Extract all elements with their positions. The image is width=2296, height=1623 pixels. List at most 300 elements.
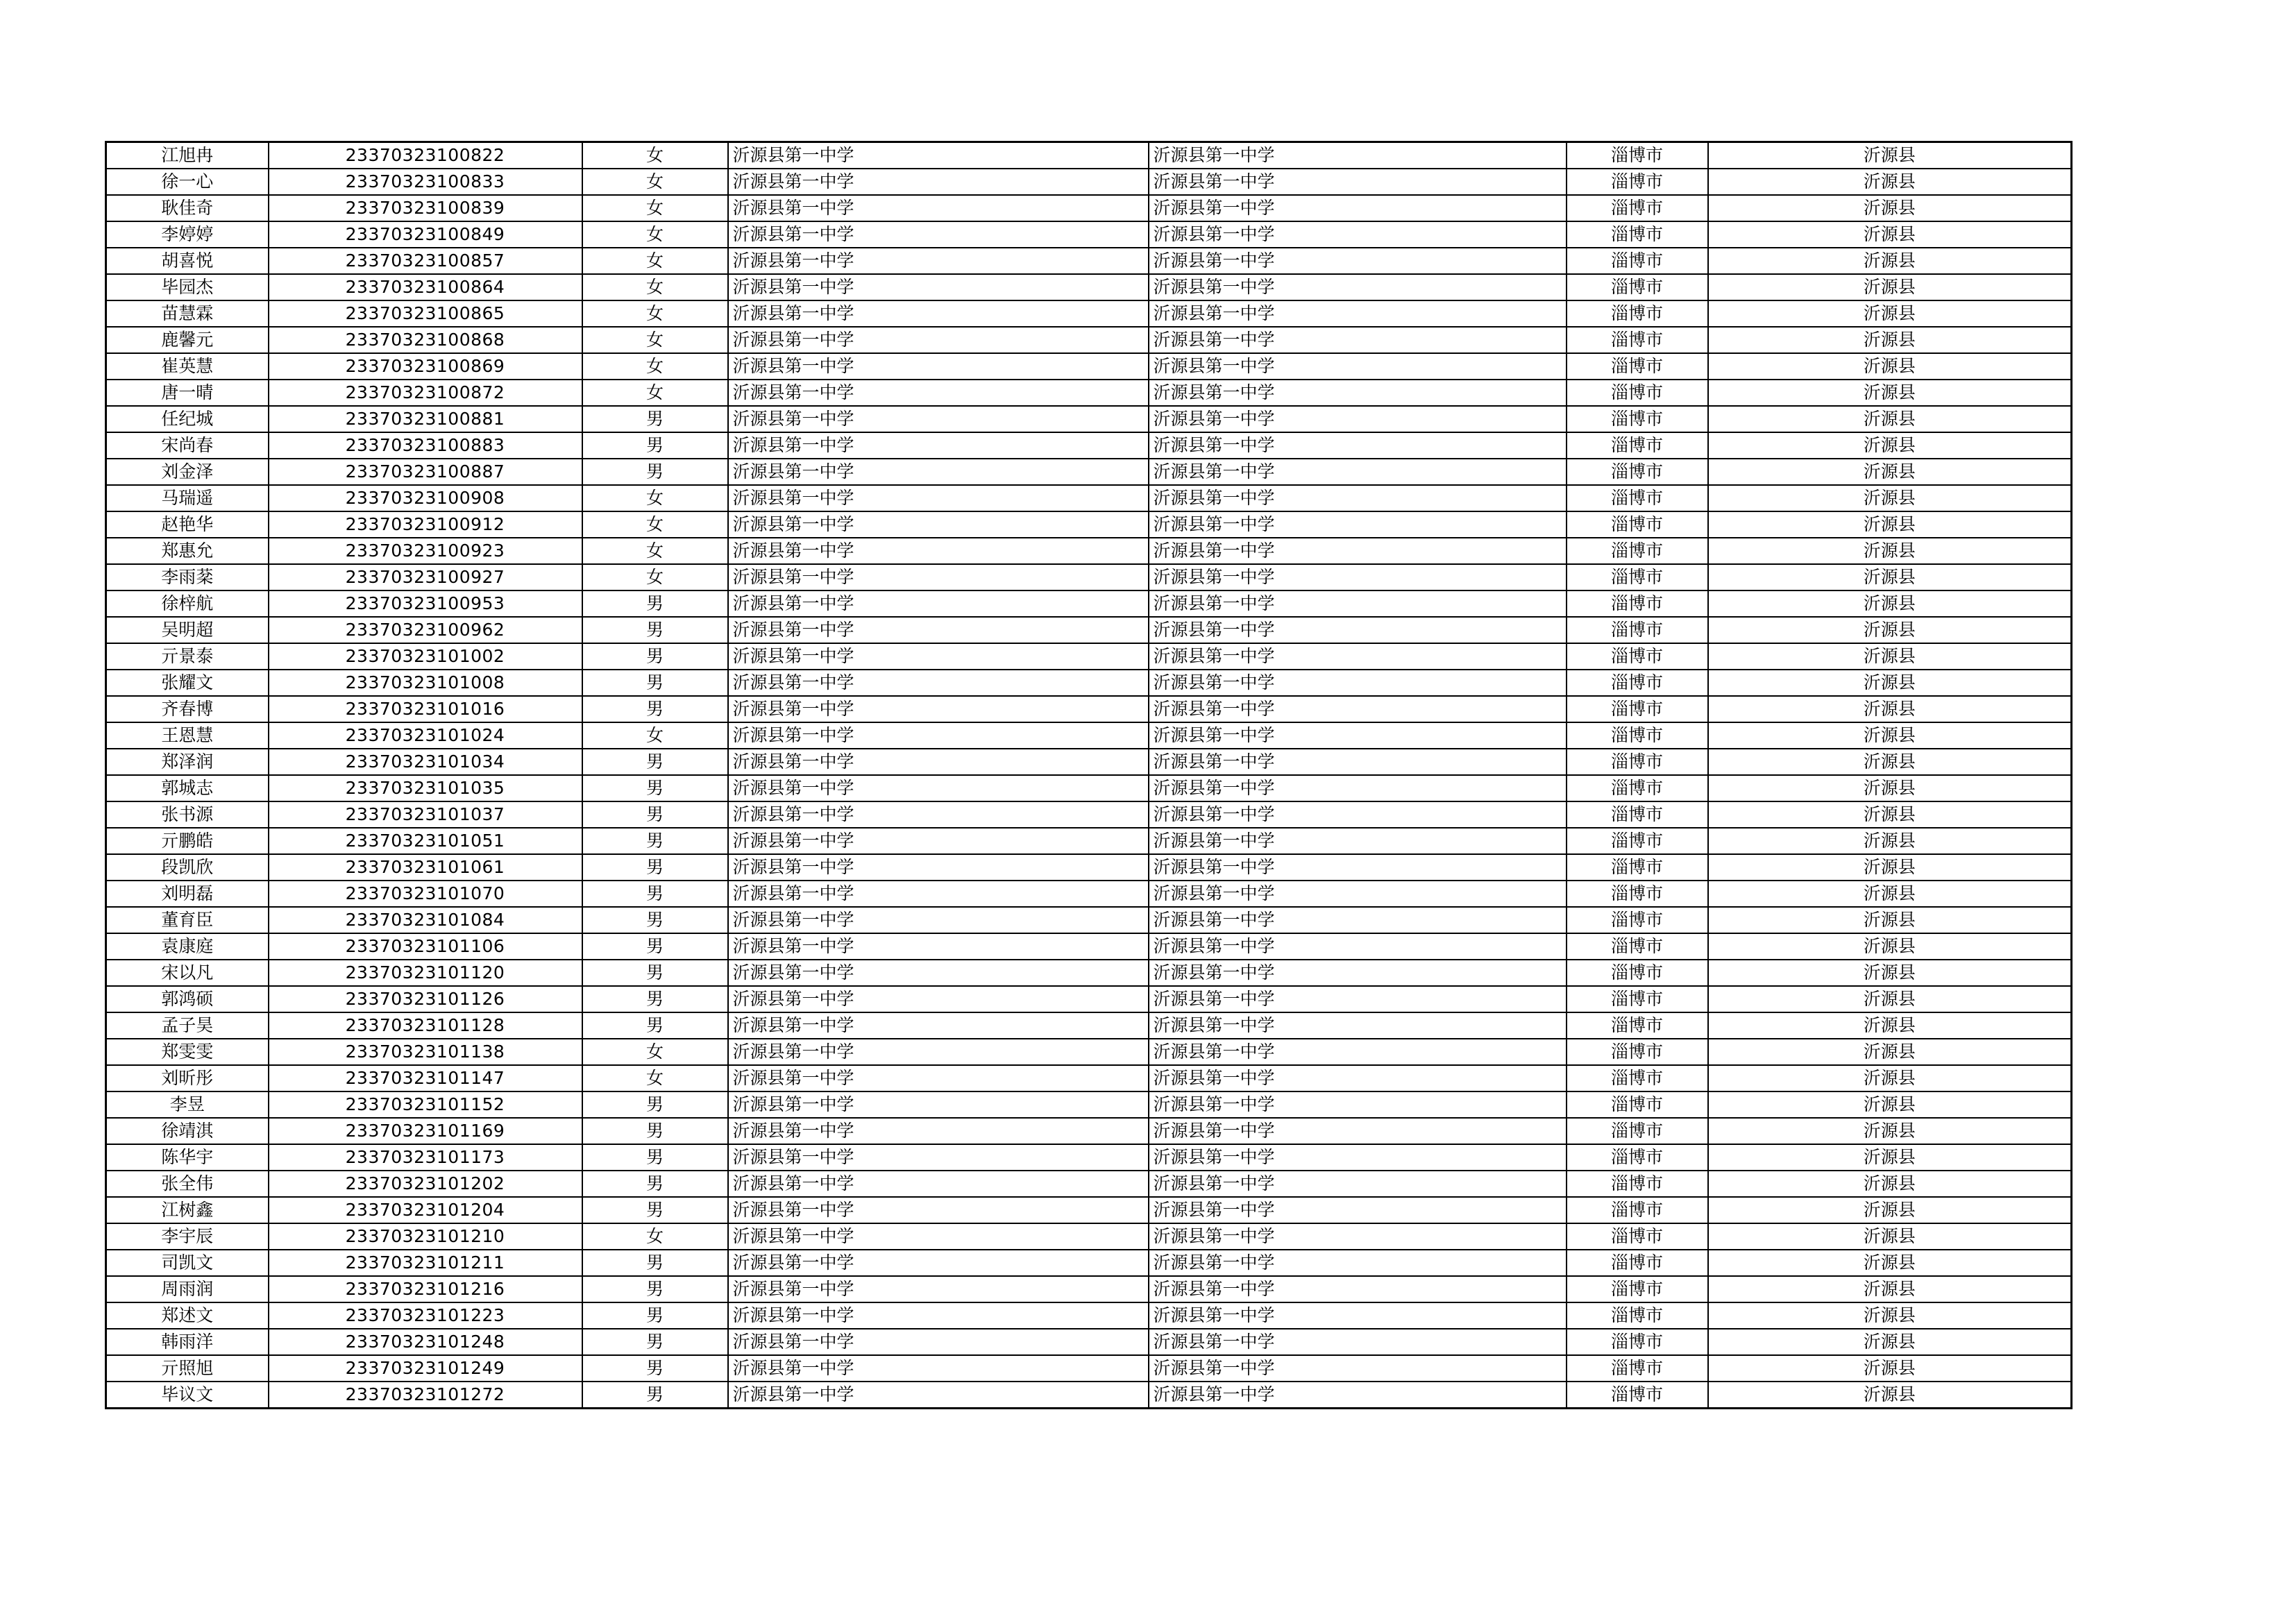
- gender-cell: 男: [582, 432, 728, 459]
- school-cell: 沂源县第一中学: [728, 1302, 1149, 1329]
- exam-id-cell: 23370323100962: [269, 617, 582, 643]
- school-cell: 沂源县第一中学: [728, 1250, 1149, 1276]
- exam-id-cell: 23370323101216: [269, 1276, 582, 1302]
- city-cell: 淄博市: [1567, 1039, 1708, 1065]
- gender-cell: 女: [582, 195, 728, 221]
- city-cell: 淄博市: [1567, 775, 1708, 801]
- county-cell: 沂源县: [1708, 459, 2072, 485]
- school-cell: 沂源县第一中学: [728, 670, 1149, 696]
- exam-id-cell: 23370323101211: [269, 1250, 582, 1276]
- student-roster-table: [105, 141, 2073, 1409]
- table-row: [106, 1171, 2072, 1197]
- exam-school-cell: 沂源县第一中学: [1149, 1039, 1567, 1065]
- table-row: [106, 854, 2072, 881]
- exam-school-cell: 沂源县第一中学: [1149, 881, 1567, 907]
- county-cell: 沂源县: [1708, 1302, 2072, 1329]
- county-cell: 沂源县: [1708, 722, 2072, 749]
- gender-cell: 女: [582, 1039, 728, 1065]
- student-name-cell: 徐一心: [106, 169, 269, 195]
- gender-cell: 男: [582, 881, 728, 907]
- table-row: [106, 617, 2072, 643]
- gender-cell: 女: [582, 248, 728, 274]
- exam-id-cell: 23370323101120: [269, 960, 582, 986]
- exam-id-cell: 23370323101084: [269, 907, 582, 933]
- school-cell: 沂源县第一中学: [728, 511, 1149, 538]
- school-cell: 沂源县第一中学: [728, 1382, 1149, 1409]
- exam-school-cell: 沂源县第一中学: [1149, 380, 1567, 406]
- school-cell: 沂源县第一中学: [728, 828, 1149, 854]
- school-cell: 沂源县第一中学: [728, 538, 1149, 564]
- exam-school-cell: 沂源县第一中学: [1149, 538, 1567, 564]
- exam-school-cell: 沂源县第一中学: [1149, 1329, 1567, 1355]
- school-cell: 沂源县第一中学: [728, 485, 1149, 511]
- exam-school-cell: 沂源县第一中学: [1149, 300, 1567, 327]
- student-name-cell: 王恩慧: [106, 722, 269, 749]
- table-row: [106, 432, 2072, 459]
- county-cell: 沂源县: [1708, 538, 2072, 564]
- school-cell: 沂源县第一中学: [728, 380, 1149, 406]
- gender-cell: 男: [582, 1144, 728, 1171]
- gender-cell: 男: [582, 643, 728, 670]
- student-name-cell: 亓景泰: [106, 643, 269, 670]
- city-cell: 淄博市: [1567, 406, 1708, 432]
- student-name-cell: 刘金泽: [106, 459, 269, 485]
- exam-id-cell: 23370323101024: [269, 722, 582, 749]
- city-cell: 淄博市: [1567, 986, 1708, 1012]
- city-cell: 淄博市: [1567, 274, 1708, 300]
- exam-school-cell: 沂源县第一中学: [1149, 195, 1567, 221]
- table-row: [106, 590, 2072, 617]
- school-cell: 沂源县第一中学: [728, 195, 1149, 221]
- county-cell: 沂源县: [1708, 142, 2072, 169]
- school-cell: 沂源县第一中学: [728, 432, 1149, 459]
- student-name-cell: 宋以凡: [106, 960, 269, 986]
- county-cell: 沂源县: [1708, 1039, 2072, 1065]
- student-name-cell: 任纪城: [106, 406, 269, 432]
- city-cell: 淄博市: [1567, 1091, 1708, 1118]
- school-cell: 沂源县第一中学: [728, 1355, 1149, 1382]
- gender-cell: 男: [582, 749, 728, 775]
- county-cell: 沂源县: [1708, 195, 2072, 221]
- county-cell: 沂源县: [1708, 485, 2072, 511]
- county-cell: 沂源县: [1708, 933, 2072, 960]
- city-cell: 淄博市: [1567, 854, 1708, 881]
- exam-id-cell: 23370323100881: [269, 406, 582, 432]
- student-name-cell: 唐一晴: [106, 380, 269, 406]
- gender-cell: 男: [582, 828, 728, 854]
- exam-id-cell: 23370323100883: [269, 432, 582, 459]
- gender-cell: 男: [582, 960, 728, 986]
- exam-id-cell: 23370323100868: [269, 327, 582, 353]
- student-name-cell: 亓鹏皓: [106, 828, 269, 854]
- school-cell: 沂源县第一中学: [728, 722, 1149, 749]
- county-cell: 沂源县: [1708, 1223, 2072, 1250]
- exam-school-cell: 沂源县第一中学: [1149, 749, 1567, 775]
- exam-id-cell: 23370323100869: [269, 353, 582, 380]
- exam-school-cell: 沂源县第一中学: [1149, 1091, 1567, 1118]
- school-cell: 沂源县第一中学: [728, 459, 1149, 485]
- city-cell: 淄博市: [1567, 907, 1708, 933]
- city-cell: 淄博市: [1567, 485, 1708, 511]
- gender-cell: 男: [582, 1197, 728, 1223]
- school-cell: 沂源县第一中学: [728, 881, 1149, 907]
- school-cell: 沂源县第一中学: [728, 854, 1149, 881]
- student-name-cell: 吴明超: [106, 617, 269, 643]
- school-cell: 沂源县第一中学: [728, 1276, 1149, 1302]
- table-row: [106, 1065, 2072, 1091]
- table-row: [106, 828, 2072, 854]
- city-cell: 淄博市: [1567, 590, 1708, 617]
- gender-cell: 男: [582, 1276, 728, 1302]
- gender-cell: 男: [582, 406, 728, 432]
- exam-id-cell: 23370323100822: [269, 142, 582, 169]
- gender-cell: 女: [582, 380, 728, 406]
- exam-school-cell: 沂源县第一中学: [1149, 643, 1567, 670]
- city-cell: 淄博市: [1567, 933, 1708, 960]
- student-name-cell: 马瑞遥: [106, 485, 269, 511]
- student-name-cell: 郑泽润: [106, 749, 269, 775]
- table-row: [106, 775, 2072, 801]
- student-name-cell: 宋尚春: [106, 432, 269, 459]
- exam-school-cell: 沂源县第一中学: [1149, 511, 1567, 538]
- school-cell: 沂源县第一中学: [728, 960, 1149, 986]
- county-cell: 沂源县: [1708, 1250, 2072, 1276]
- county-cell: 沂源县: [1708, 696, 2072, 722]
- exam-school-cell: 沂源县第一中学: [1149, 1144, 1567, 1171]
- student-name-cell: 韩雨洋: [106, 1329, 269, 1355]
- school-cell: 沂源县第一中学: [728, 169, 1149, 195]
- student-name-cell: 司凯文: [106, 1250, 269, 1276]
- exam-id-cell: 23370323101202: [269, 1171, 582, 1197]
- county-cell: 沂源县: [1708, 1012, 2072, 1039]
- table-row: [106, 485, 2072, 511]
- county-cell: 沂源县: [1708, 749, 2072, 775]
- exam-id-cell: 23370323100912: [269, 511, 582, 538]
- county-cell: 沂源县: [1708, 1065, 2072, 1091]
- gender-cell: 女: [582, 327, 728, 353]
- table-row: [106, 1118, 2072, 1144]
- student-name-cell: 齐春博: [106, 696, 269, 722]
- table-row: [106, 1144, 2072, 1171]
- exam-id-cell: 23370323101008: [269, 670, 582, 696]
- table-row: [106, 142, 2072, 169]
- city-cell: 淄博市: [1567, 1171, 1708, 1197]
- school-cell: 沂源县第一中学: [728, 775, 1149, 801]
- county-cell: 沂源县: [1708, 617, 2072, 643]
- county-cell: 沂源县: [1708, 564, 2072, 590]
- gender-cell: 男: [582, 801, 728, 828]
- exam-id-cell: 23370323100857: [269, 248, 582, 274]
- gender-cell: 男: [582, 1329, 728, 1355]
- table-row: [106, 960, 2072, 986]
- city-cell: 淄博市: [1567, 749, 1708, 775]
- gender-cell: 男: [582, 1118, 728, 1144]
- student-name-cell: 鹿馨元: [106, 327, 269, 353]
- school-cell: 沂源县第一中学: [728, 1065, 1149, 1091]
- table-row: [106, 986, 2072, 1012]
- city-cell: 淄博市: [1567, 1223, 1708, 1250]
- city-cell: 淄博市: [1567, 722, 1708, 749]
- city-cell: 淄博市: [1567, 1276, 1708, 1302]
- exam-school-cell: 沂源县第一中学: [1149, 1012, 1567, 1039]
- county-cell: 沂源县: [1708, 590, 2072, 617]
- exam-id-cell: 23370323101002: [269, 643, 582, 670]
- exam-id-cell: 23370323101173: [269, 1144, 582, 1171]
- student-name-cell: 崔英慧: [106, 353, 269, 380]
- exam-id-cell: 23370323100872: [269, 380, 582, 406]
- county-cell: 沂源县: [1708, 432, 2072, 459]
- gender-cell: 男: [582, 670, 728, 696]
- exam-school-cell: 沂源县第一中学: [1149, 986, 1567, 1012]
- table-row: [106, 459, 2072, 485]
- school-cell: 沂源县第一中学: [728, 1329, 1149, 1355]
- table-row: [106, 933, 2072, 960]
- city-cell: 淄博市: [1567, 1250, 1708, 1276]
- county-cell: 沂源县: [1708, 353, 2072, 380]
- city-cell: 淄博市: [1567, 1382, 1708, 1409]
- gender-cell: 男: [582, 986, 728, 1012]
- county-cell: 沂源县: [1708, 854, 2072, 881]
- exam-school-cell: 沂源县第一中学: [1149, 142, 1567, 169]
- city-cell: 淄博市: [1567, 1065, 1708, 1091]
- exam-school-cell: 沂源县第一中学: [1149, 274, 1567, 300]
- exam-id-cell: 23370323100839: [269, 195, 582, 221]
- exam-school-cell: 沂源县第一中学: [1149, 485, 1567, 511]
- county-cell: 沂源县: [1708, 274, 2072, 300]
- exam-id-cell: 23370323101248: [269, 1329, 582, 1355]
- exam-school-cell: 沂源县第一中学: [1149, 854, 1567, 881]
- gender-cell: 男: [582, 459, 728, 485]
- city-cell: 淄博市: [1567, 881, 1708, 907]
- county-cell: 沂源县: [1708, 1355, 2072, 1382]
- city-cell: 淄博市: [1567, 169, 1708, 195]
- exam-school-cell: 沂源县第一中学: [1149, 406, 1567, 432]
- exam-id-cell: 23370323101272: [269, 1382, 582, 1409]
- school-cell: 沂源县第一中学: [728, 1144, 1149, 1171]
- table-row: [106, 722, 2072, 749]
- county-cell: 沂源县: [1708, 406, 2072, 432]
- county-cell: 沂源县: [1708, 169, 2072, 195]
- student-name-cell: 郑惠允: [106, 538, 269, 564]
- table-row: [106, 300, 2072, 327]
- city-cell: 淄博市: [1567, 1118, 1708, 1144]
- school-cell: 沂源县第一中学: [728, 274, 1149, 300]
- student-name-cell: 李昱: [106, 1091, 269, 1118]
- table-row: [106, 801, 2072, 828]
- exam-id-cell: 23370323101061: [269, 854, 582, 881]
- city-cell: 淄博市: [1567, 380, 1708, 406]
- student-name-cell: 孟子昊: [106, 1012, 269, 1039]
- county-cell: 沂源县: [1708, 643, 2072, 670]
- county-cell: 沂源县: [1708, 1118, 2072, 1144]
- table-row: [106, 749, 2072, 775]
- exam-school-cell: 沂源县第一中学: [1149, 1250, 1567, 1276]
- student-name-cell: 江树鑫: [106, 1197, 269, 1223]
- student-name-cell: 张书源: [106, 801, 269, 828]
- exam-school-cell: 沂源县第一中学: [1149, 1118, 1567, 1144]
- county-cell: 沂源县: [1708, 881, 2072, 907]
- school-cell: 沂源县第一中学: [728, 801, 1149, 828]
- city-cell: 淄博市: [1567, 617, 1708, 643]
- exam-school-cell: 沂源县第一中学: [1149, 828, 1567, 854]
- county-cell: 沂源县: [1708, 1382, 2072, 1409]
- exam-id-cell: 23370323101223: [269, 1302, 582, 1329]
- exam-school-cell: 沂源县第一中学: [1149, 353, 1567, 380]
- exam-school-cell: 沂源县第一中学: [1149, 1197, 1567, 1223]
- gender-cell: 女: [582, 300, 728, 327]
- exam-id-cell: 23370323100865: [269, 300, 582, 327]
- gender-cell: 男: [582, 1012, 728, 1039]
- student-name-cell: 李雨棻: [106, 564, 269, 590]
- city-cell: 淄博市: [1567, 1197, 1708, 1223]
- exam-school-cell: 沂源县第一中学: [1149, 670, 1567, 696]
- table-row: [106, 1197, 2072, 1223]
- city-cell: 淄博市: [1567, 432, 1708, 459]
- city-cell: 淄博市: [1567, 511, 1708, 538]
- student-name-cell: 刘昕彤: [106, 1065, 269, 1091]
- city-cell: 淄博市: [1567, 564, 1708, 590]
- exam-school-cell: 沂源县第一中学: [1149, 960, 1567, 986]
- table-row: [106, 1250, 2072, 1276]
- exam-id-cell: 23370323100927: [269, 564, 582, 590]
- exam-school-cell: 沂源县第一中学: [1149, 933, 1567, 960]
- school-cell: 沂源县第一中学: [728, 1118, 1149, 1144]
- gender-cell: 女: [582, 511, 728, 538]
- table-row: [106, 907, 2072, 933]
- table-body: [106, 142, 2072, 1409]
- exam-school-cell: 沂源县第一中学: [1149, 617, 1567, 643]
- student-name-cell: 陈华宇: [106, 1144, 269, 1171]
- city-cell: 淄博市: [1567, 670, 1708, 696]
- student-name-cell: 段凯欣: [106, 854, 269, 881]
- school-cell: 沂源县第一中学: [728, 1039, 1149, 1065]
- exam-school-cell: 沂源县第一中学: [1149, 221, 1567, 248]
- table-row: [106, 564, 2072, 590]
- student-name-cell: 苗慧霖: [106, 300, 269, 327]
- exam-school-cell: 沂源县第一中学: [1149, 775, 1567, 801]
- student-name-cell: 徐靖淇: [106, 1118, 269, 1144]
- city-cell: 淄博市: [1567, 538, 1708, 564]
- student-name-cell: 毕议文: [106, 1382, 269, 1409]
- gender-cell: 男: [582, 1382, 728, 1409]
- student-name-cell: 郑雯雯: [106, 1039, 269, 1065]
- exam-school-cell: 沂源县第一中学: [1149, 432, 1567, 459]
- school-cell: 沂源县第一中学: [728, 590, 1149, 617]
- county-cell: 沂源县: [1708, 380, 2072, 406]
- school-cell: 沂源县第一中学: [728, 749, 1149, 775]
- school-cell: 沂源县第一中学: [728, 1012, 1149, 1039]
- gender-cell: 男: [582, 1091, 728, 1118]
- exam-school-cell: 沂源县第一中学: [1149, 1065, 1567, 1091]
- city-cell: 淄博市: [1567, 1144, 1708, 1171]
- gender-cell: 女: [582, 538, 728, 564]
- exam-id-cell: 23370323100849: [269, 221, 582, 248]
- student-name-cell: 赵艳华: [106, 511, 269, 538]
- exam-id-cell: 23370323101204: [269, 1197, 582, 1223]
- county-cell: 沂源县: [1708, 1144, 2072, 1171]
- school-cell: 沂源县第一中学: [728, 221, 1149, 248]
- exam-id-cell: 23370323101169: [269, 1118, 582, 1144]
- exam-school-cell: 沂源县第一中学: [1149, 248, 1567, 274]
- gender-cell: 男: [582, 1302, 728, 1329]
- student-name-cell: 郭城志: [106, 775, 269, 801]
- school-cell: 沂源县第一中学: [728, 353, 1149, 380]
- exam-school-cell: 沂源县第一中学: [1149, 801, 1567, 828]
- county-cell: 沂源县: [1708, 801, 2072, 828]
- exam-school-cell: 沂源县第一中学: [1149, 1276, 1567, 1302]
- county-cell: 沂源县: [1708, 1329, 2072, 1355]
- exam-id-cell: 23370323100864: [269, 274, 582, 300]
- school-cell: 沂源县第一中学: [728, 300, 1149, 327]
- student-name-cell: 李婷婷: [106, 221, 269, 248]
- exam-school-cell: 沂源县第一中学: [1149, 1171, 1567, 1197]
- gender-cell: 男: [582, 933, 728, 960]
- gender-cell: 男: [582, 1355, 728, 1382]
- gender-cell: 男: [582, 907, 728, 933]
- gender-cell: 男: [582, 1171, 728, 1197]
- county-cell: 沂源县: [1708, 986, 2072, 1012]
- student-name-cell: 江旭冉: [106, 142, 269, 169]
- exam-id-cell: 23370323101210: [269, 1223, 582, 1250]
- gender-cell: 男: [582, 854, 728, 881]
- gender-cell: 女: [582, 221, 728, 248]
- table-row: [106, 881, 2072, 907]
- exam-school-cell: 沂源县第一中学: [1149, 1223, 1567, 1250]
- gender-cell: 男: [582, 696, 728, 722]
- exam-id-cell: 23370323101106: [269, 933, 582, 960]
- exam-id-cell: 23370323100953: [269, 590, 582, 617]
- gender-cell: 男: [582, 775, 728, 801]
- gender-cell: 男: [582, 617, 728, 643]
- city-cell: 淄博市: [1567, 248, 1708, 274]
- county-cell: 沂源县: [1708, 327, 2072, 353]
- exam-id-cell: 23370323101249: [269, 1355, 582, 1382]
- table-row: [106, 248, 2072, 274]
- exam-id-cell: 23370323101147: [269, 1065, 582, 1091]
- exam-school-cell: 沂源县第一中学: [1149, 696, 1567, 722]
- school-cell: 沂源县第一中学: [728, 327, 1149, 353]
- county-cell: 沂源县: [1708, 511, 2072, 538]
- city-cell: 淄博市: [1567, 327, 1708, 353]
- school-cell: 沂源县第一中学: [728, 617, 1149, 643]
- exam-id-cell: 23370323100833: [269, 169, 582, 195]
- table-row: [106, 1276, 2072, 1302]
- city-cell: 淄博市: [1567, 221, 1708, 248]
- school-cell: 沂源县第一中学: [728, 907, 1149, 933]
- student-name-cell: 李宇辰: [106, 1223, 269, 1250]
- student-name-cell: 耿佳奇: [106, 195, 269, 221]
- student-name-cell: 郭鸿硕: [106, 986, 269, 1012]
- gender-cell: 女: [582, 142, 728, 169]
- exam-school-cell: 沂源县第一中学: [1149, 1382, 1567, 1409]
- exam-id-cell: 23370323101051: [269, 828, 582, 854]
- city-cell: 淄博市: [1567, 142, 1708, 169]
- county-cell: 沂源县: [1708, 300, 2072, 327]
- exam-id-cell: 23370323101126: [269, 986, 582, 1012]
- school-cell: 沂源县第一中学: [728, 1171, 1149, 1197]
- county-cell: 沂源县: [1708, 248, 2072, 274]
- table-row: [106, 1382, 2072, 1409]
- exam-id-cell: 23370323100908: [269, 485, 582, 511]
- city-cell: 淄博市: [1567, 1329, 1708, 1355]
- school-cell: 沂源县第一中学: [728, 933, 1149, 960]
- student-name-cell: 徐梓航: [106, 590, 269, 617]
- school-cell: 沂源县第一中学: [728, 986, 1149, 1012]
- city-cell: 淄博市: [1567, 828, 1708, 854]
- exam-school-cell: 沂源县第一中学: [1149, 590, 1567, 617]
- table-row: [106, 1223, 2072, 1250]
- county-cell: 沂源县: [1708, 670, 2072, 696]
